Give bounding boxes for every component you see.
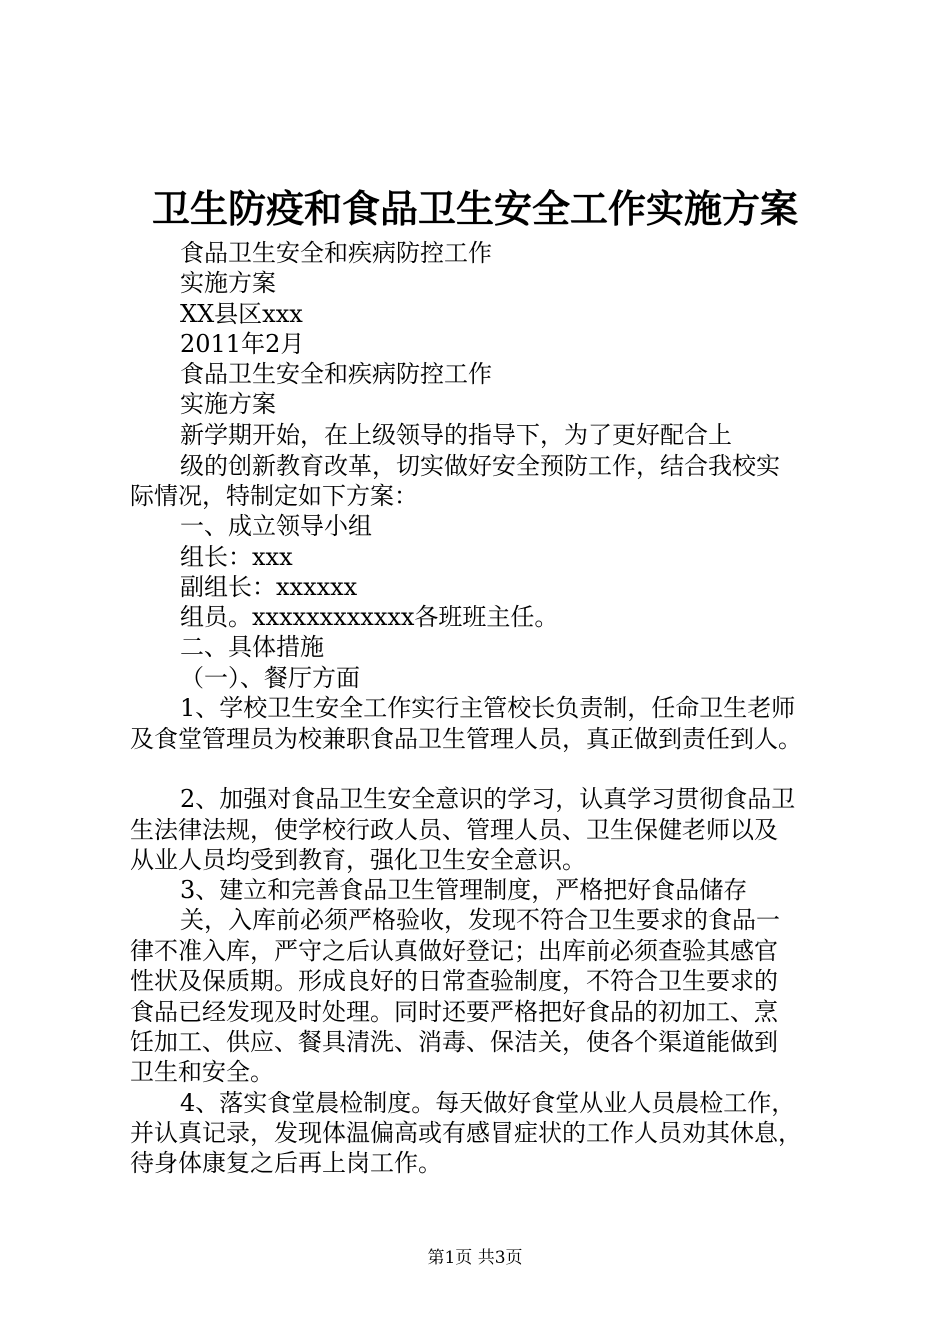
body-line: 及食堂管理员为校兼职食品卫生管理人员，真正做到责任到人。 (130, 725, 802, 753)
body-line: 卫生和安全。 (130, 1058, 274, 1086)
body-line: 律不准入库，严守之后认真做好登记；出库前必须查验其感官 (130, 937, 778, 965)
body-line: 待身体康复之后再上岗工作。 (130, 1149, 442, 1177)
body-line: 食品卫生安全和疾病防控工作 (180, 360, 492, 388)
body-line: 1、学校卫生安全工作实行主管校长负责制，任命卫生老师 (180, 694, 796, 722)
body-line: 实施方案 (180, 390, 276, 418)
body-line: 生法律法规，使学校行政人员、管理人员、卫生保健老师以及 (130, 816, 778, 844)
document-title: 卫生防疫和食品卫生安全工作实施方案 (151, 186, 798, 231)
body-line: 组员。xxxxxxxxxxxx各班班主任。 (180, 603, 559, 631)
body-line: 从业人员均受到教育，强化卫生安全意识。 (130, 846, 586, 874)
body-line: 际情况，特制定如下方案： (130, 482, 418, 510)
body-line: 性状及保质期。形成良好的日常查验制度，不符合卫生要求的 (130, 967, 778, 995)
body-line: 并认真记录，发现体温偏高或有感冒症状的工作人员劝其休息， (130, 1119, 802, 1147)
body-line: （一）、餐厅方面 (180, 664, 360, 692)
page-number-footer: 第1页 共3页 (427, 1248, 523, 1268)
body-line: 二、具体措施 (180, 633, 324, 661)
body-line: 3、建立和完善食品卫生管理制度，严格把好食品储存 (180, 876, 748, 904)
body-line: 食品卫生安全和疾病防控工作 (180, 239, 492, 267)
body-line: 副组长：xxxxxx (180, 573, 358, 601)
body-line: 4、落实食堂晨检制度。每天做好食堂从业人员晨检工作， (180, 1089, 796, 1117)
body-line: 一、成立领导小组 (180, 512, 372, 540)
body-line: 组长：xxx (180, 543, 293, 571)
body-line: 食品已经发现及时处理。同时还要严格把好食品的初加工、烹 (130, 998, 778, 1026)
body-line: 2011年2月 (180, 330, 305, 358)
body-line: 关，入库前必须严格验收，发现不符合卫生要求的食品一 (180, 906, 780, 934)
body-line: 2、加强对食品卫生安全意识的学习，认真学习贯彻食品卫 (180, 785, 796, 813)
body-line: 实施方案 (180, 269, 276, 297)
body-line: 级的创新教育改革，切实做好安全预防工作，结合我校实 (180, 452, 780, 480)
body-line: XX县区xxx (180, 300, 303, 328)
body-line: 饪加工、供应、餐具清洗、消毒、保洁关，使各个渠道能做到 (130, 1028, 778, 1056)
body-line: 新学期开始，在上级领导的指导下，为了更好配合上 (180, 421, 732, 449)
